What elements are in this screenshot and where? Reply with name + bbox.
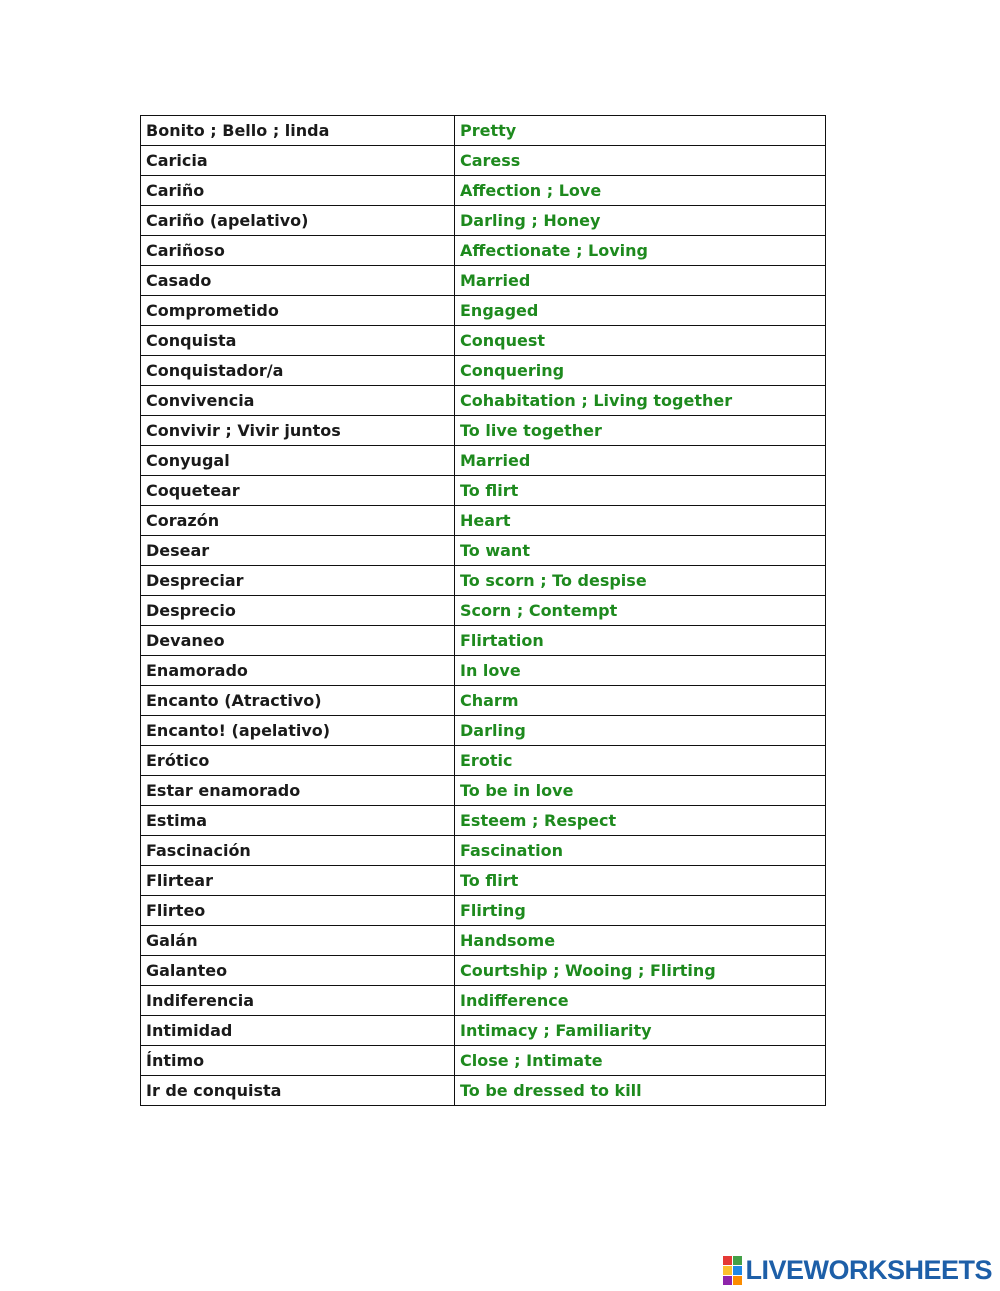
spanish-term: Intimidad <box>141 1016 455 1046</box>
english-translation: Close ; Intimate <box>455 1046 826 1076</box>
spanish-term: Bonito ; Bello ; linda <box>141 116 455 146</box>
english-translation: To be dressed to kill <box>455 1076 826 1106</box>
vocabulary-table <box>140 115 826 1106</box>
spanish-term: Desear <box>141 536 455 566</box>
spanish-term: Encanto (Atractivo) <box>141 686 455 716</box>
logo-mark-square <box>723 1266 732 1275</box>
english-translation: Fascination <box>455 836 826 866</box>
english-translation: Esteem ; Respect <box>455 806 826 836</box>
english-translation: Flirtation <box>455 626 826 656</box>
spanish-term: Estima <box>141 806 455 836</box>
spanish-term: Cariñoso <box>141 236 455 266</box>
table-row <box>141 1016 826 1046</box>
liveworksheets-logo[interactable] <box>723 1255 992 1285</box>
english-translation: Affectionate ; Loving <box>455 236 826 266</box>
spanish-term: Flirteo <box>141 896 455 926</box>
table-row <box>141 866 826 896</box>
table-row <box>141 146 826 176</box>
english-translation: Affection ; Love <box>455 176 826 206</box>
spanish-term: Íntimo <box>141 1046 455 1076</box>
spanish-term: Galán <box>141 926 455 956</box>
table-row <box>141 776 826 806</box>
english-translation: Scorn ; Contempt <box>455 596 826 626</box>
english-translation: Intimacy ; Familiarity <box>455 1016 826 1046</box>
table-row <box>141 296 826 326</box>
table-row <box>141 956 826 986</box>
english-translation: Handsome <box>455 926 826 956</box>
english-translation: To flirt <box>455 476 826 506</box>
table-row <box>141 176 826 206</box>
spanish-term: Casado <box>141 266 455 296</box>
english-translation: Indifference <box>455 986 826 1016</box>
spanish-term: Encanto! (apelativo) <box>141 716 455 746</box>
table-row <box>141 266 826 296</box>
spanish-term: Convivir ; Vivir juntos <box>141 416 455 446</box>
table-row <box>141 236 826 266</box>
logo-mark-square <box>733 1266 742 1275</box>
spanish-term: Coquetear <box>141 476 455 506</box>
english-translation: Darling <box>455 716 826 746</box>
english-translation: Erotic <box>455 746 826 776</box>
spanish-term: Devaneo <box>141 626 455 656</box>
english-translation: In love <box>455 656 826 686</box>
table-row <box>141 416 826 446</box>
table-row <box>141 116 826 146</box>
english-translation: To want <box>455 536 826 566</box>
table-row <box>141 626 826 656</box>
spanish-term: Erótico <box>141 746 455 776</box>
vocabulary-table-body <box>141 116 826 1106</box>
table-row <box>141 446 826 476</box>
table-row <box>141 686 826 716</box>
table-row <box>141 896 826 926</box>
table-row <box>141 1076 826 1106</box>
spanish-term: Conyugal <box>141 446 455 476</box>
spanish-term: Fascinación <box>141 836 455 866</box>
logo-mark-square <box>733 1276 742 1285</box>
english-translation: Pretty <box>455 116 826 146</box>
english-translation: Heart <box>455 506 826 536</box>
english-translation: Conquest <box>455 326 826 356</box>
spanish-term: Conquistador/a <box>141 356 455 386</box>
table-row <box>141 476 826 506</box>
spanish-term: Comprometido <box>141 296 455 326</box>
spanish-term: Galanteo <box>141 956 455 986</box>
english-translation: To scorn ; To despise <box>455 566 826 596</box>
english-translation: Conquering <box>455 356 826 386</box>
spanish-term: Ir de conquista <box>141 1076 455 1106</box>
table-row <box>141 746 826 776</box>
table-row <box>141 656 826 686</box>
english-translation: To flirt <box>455 866 826 896</box>
table-row <box>141 356 826 386</box>
table-row <box>141 506 826 536</box>
spanish-term: Enamorado <box>141 656 455 686</box>
spanish-term: Estar enamorado <box>141 776 455 806</box>
table-row <box>141 386 826 416</box>
spanish-term: Indiferencia <box>141 986 455 1016</box>
liveworksheets-logo-text: LIVEWORKSHEETS <box>745 1254 992 1285</box>
table-row <box>141 926 826 956</box>
table-row <box>141 716 826 746</box>
spanish-term: Flirtear <box>141 866 455 896</box>
english-translation: Cohabitation ; Living together <box>455 386 826 416</box>
english-translation: Engaged <box>455 296 826 326</box>
table-row <box>141 806 826 836</box>
spanish-term: Despreciar <box>141 566 455 596</box>
table-row <box>141 536 826 566</box>
spanish-term: Convivencia <box>141 386 455 416</box>
english-translation: Flirting <box>455 896 826 926</box>
table-row <box>141 206 826 236</box>
spanish-term: Cariño (apelativo) <box>141 206 455 236</box>
table-row <box>141 596 826 626</box>
spanish-term: Desprecio <box>141 596 455 626</box>
spanish-term: Cariño <box>141 176 455 206</box>
logo-mark-square <box>723 1256 732 1265</box>
english-translation: Married <box>455 266 826 296</box>
table-row <box>141 986 826 1016</box>
english-translation: Married <box>455 446 826 476</box>
spanish-term: Caricia <box>141 146 455 176</box>
english-translation: Charm <box>455 686 826 716</box>
english-translation: Darling ; Honey <box>455 206 826 236</box>
english-translation: Courtship ; Wooing ; Flirting <box>455 956 826 986</box>
english-translation: To be in love <box>455 776 826 806</box>
liveworksheets-logo-icon <box>723 1256 742 1285</box>
table-row <box>141 836 826 866</box>
english-translation: Caress <box>455 146 826 176</box>
spanish-term: Corazón <box>141 506 455 536</box>
english-translation: To live together <box>455 416 826 446</box>
table-row <box>141 1046 826 1076</box>
table-row <box>141 566 826 596</box>
logo-mark-square <box>733 1256 742 1265</box>
spanish-term: Conquista <box>141 326 455 356</box>
logo-mark-square <box>723 1276 732 1285</box>
table-row <box>141 326 826 356</box>
